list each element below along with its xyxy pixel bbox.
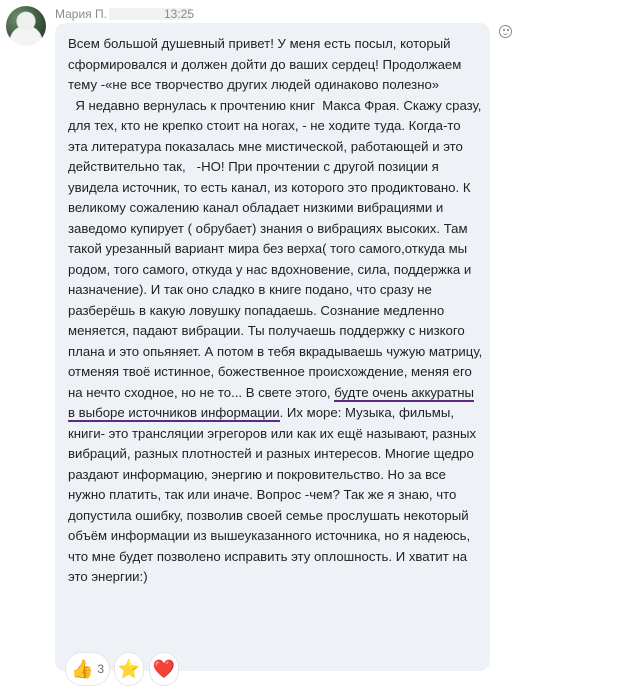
reaction-thumbs-up[interactable] [65, 652, 110, 686]
message-time: 13:25 [164, 7, 195, 21]
reaction-heart[interactable] [149, 652, 179, 686]
message-text [68, 34, 486, 588]
avatar[interactable] [6, 6, 46, 46]
author-name-text: Мария П. [55, 7, 107, 21]
message-paragraph-2 [68, 96, 486, 588]
star-icon: ⭐ [117, 659, 141, 679]
message-text-part: . Их море: Музыка, фильмы, книги- это трансляции эгрегоров или как их ещё называют, разных вибраций, разных плотностей и разных интересов. Многие щедро раздают информацию, энергию и покровительство. Но за все нужно платить, так или иначе. Вопрос -чем? Так же я знаю, что допустила ошибку, позволив своей семье прослушать некоторый объём информации из вышеуказанного источника, но я надеюсь, что мне будет позволено исправить эту оплошность. И хватит на это энергии:) [68, 405, 477, 584]
add-reaction-icon[interactable] [499, 25, 512, 38]
heart-icon: ❤️ [152, 659, 176, 679]
reaction-count: 3 [97, 662, 105, 676]
message-text-part: Я недавно вернулась к прочтению книг Макса Фрая. Скажу сразу, для тех, кто не крепко стоит на ногах, - не ходите туда. Когда-то эта литература показалась мне мистической, работающей и это действительно так, -НО! При прочтении с другой позиции я увидела источник, то есть канал, из которого это продиктовано. К великому сожалению канал обладает низкими вибрациями и заведомо купирует ( обрубает) знания о вибрациях высоких. Там такой урезанный вариант мира без верха( того самого,откуда мы родом, того самого, откуда у нас вдохновение, сила, поддержка и назначение). И так оно сладко в книге подано, что сразу не разберёшь в какую ловушку попадаешь. Сознание медленно меняется, падают вибрации. Ты получаешь поддержку с низкого плана и это опьяняет. А потом в тебя вкрадываешь чужую матрицу, отменяя твоё истинное, божественное происхождение, меняя его на нечто сходное, но не то... В свете этого, [68, 97, 486, 400]
reaction-star[interactable] [114, 652, 144, 686]
thumbs-up-icon: 👍 [70, 659, 94, 679]
message-paragraph-1: Всем большой душевный привет! У меня есть посыл, который сформировался и должен дойти до ваших сердец! Продолжаем тему -«не все творчество других людей одинаково полезно» [68, 36, 462, 92]
underlined-phrase: будте очень аккуратны в выборе источников информации [68, 384, 474, 420]
